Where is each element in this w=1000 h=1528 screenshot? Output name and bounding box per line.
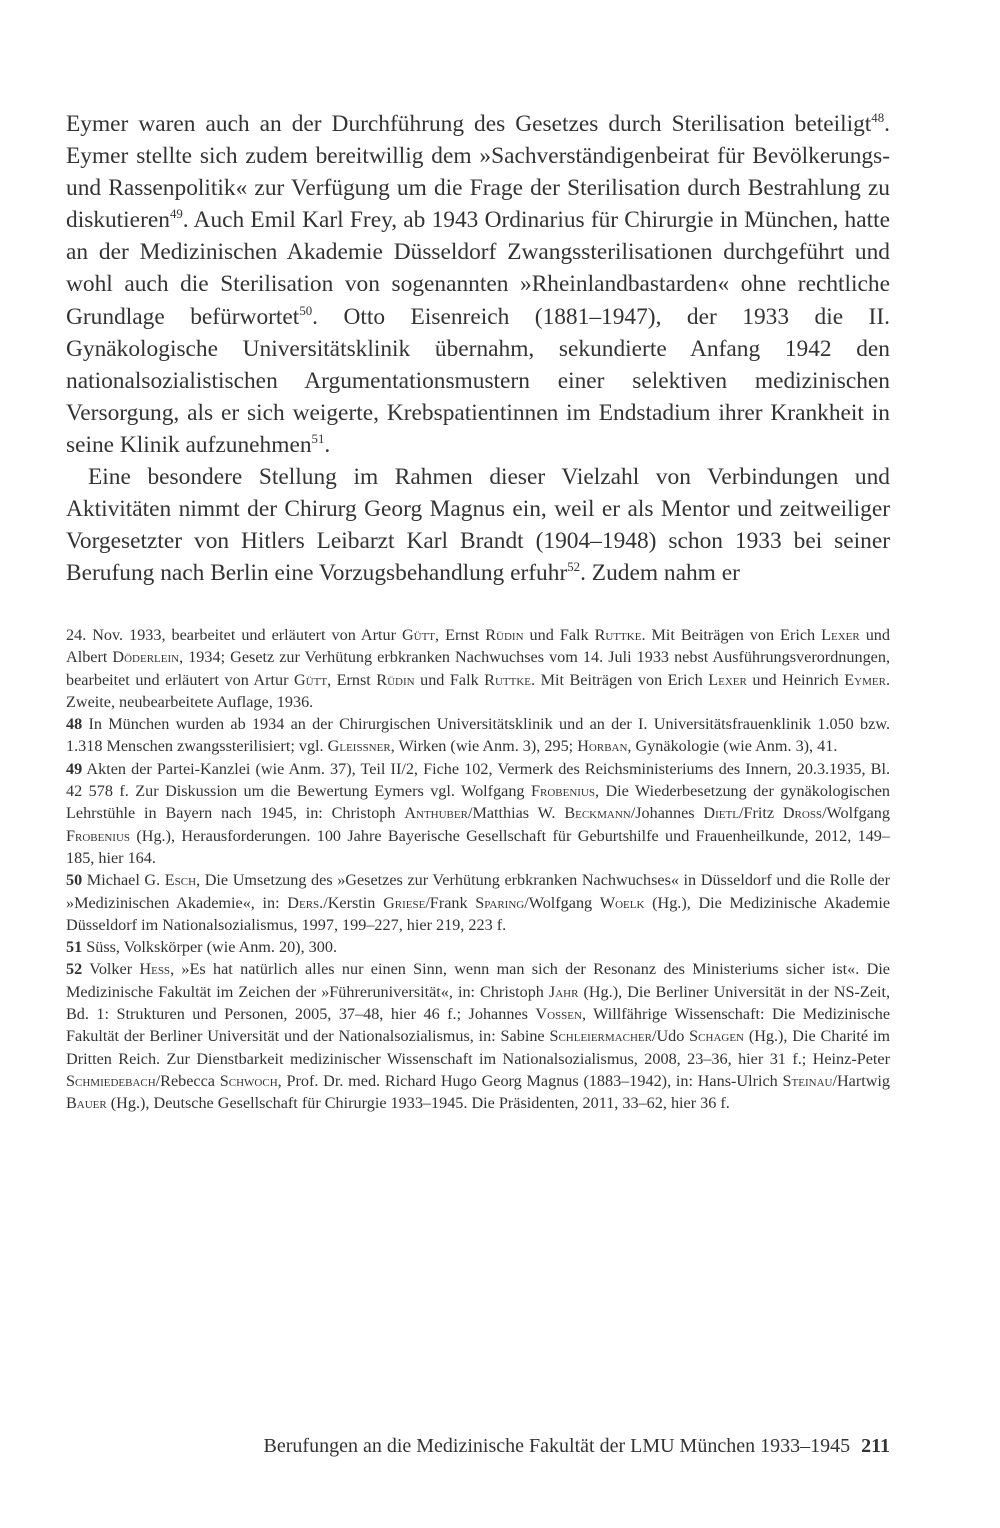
footnote-50 — [66, 869, 890, 936]
text-run: . Mit Beiträgen von Erich — [641, 626, 822, 644]
author-name: Bauer — [66, 1094, 107, 1113]
text-run: , Ernst — [435, 626, 486, 644]
running-footer — [264, 1433, 890, 1459]
footnote-number: 49 — [66, 759, 83, 778]
text-run: , 1934; Gesetz zur Verhütung erbkranken Nachwuchses vom 14. Juli 1933 nebst Ausführungsverordnungen, bearbeitet und erläutert von Artur — [66, 648, 890, 689]
footnote-reference: 49 — [169, 207, 183, 222]
text-run: 24. Nov. 1933, bearbeitet und erläutert von Artur — [66, 626, 402, 644]
author-name: Gütt — [401, 626, 436, 644]
text-run: , Wirken (wie Anm. 3), 295; — [390, 737, 578, 756]
text-run: /Udo — [651, 1027, 690, 1046]
author-name: Döderlein — [112, 648, 180, 667]
text-run: , Willfährige Wissenschaft: Die Medizinische Fakultät der Berliner Universität und der Nationalsozialismus, in: Sabine — [66, 1005, 891, 1046]
author-name: Eymer — [844, 670, 886, 689]
text-run: /Hartwig — [832, 1071, 891, 1090]
author-name: Anthuber — [404, 804, 468, 823]
author-name: Gleissner — [327, 737, 391, 756]
body-text — [66, 108, 890, 589]
author-name: Schagen — [689, 1027, 744, 1046]
author-name: Steinau — [782, 1071, 833, 1090]
author-name: Ruttke — [484, 670, 532, 689]
body-paragraph-1 — [66, 108, 890, 461]
text-run: Michael G. — [86, 871, 165, 890]
footnote-reference: 48 — [871, 111, 885, 126]
text-run: (Hg.), Herausforderungen. 100 Jahre Bayerische Gesellschaft für Geburtshilfe und Frauenheilkunde, 2012, 149–185, hier 164. — [66, 826, 890, 867]
text-run: , Prof. Dr. med. Richard Hugo Georg Magnus (1883–1942), in: Hans-Ulrich — [277, 1071, 783, 1090]
text-run: und Falk — [414, 670, 485, 689]
text-run: . Zudem nahm er — [580, 560, 740, 587]
text-run: /Wolfgang — [822, 804, 890, 823]
author-name: Ders. — [287, 893, 324, 912]
text-run: /Kerstin — [323, 893, 384, 912]
text-run: Eymer waren auch an der Durchführung des Gesetzes durch Sterilisation beteiligt — [66, 111, 872, 137]
footnote-number: 48 — [66, 715, 83, 734]
author-name: Sparing — [475, 893, 525, 912]
text-run: , Die Wiederbesetzung der gynäkologischen Lehrstühle in Bayern nach 1945, in: Christoph — [66, 782, 890, 823]
author-name: Lexer — [821, 626, 860, 644]
text-run: /Matthias W. — [467, 804, 565, 823]
page-number: 211 — [861, 1435, 890, 1457]
author-name: Griese — [383, 893, 426, 912]
text-run: Süss, Volkskörper (wie Anm. 20), 300. — [86, 938, 337, 957]
text-run: /Johannes — [630, 804, 704, 823]
text-run: (Hg.), Die Medizinische Akademie Düsseldorf im Nationalsozialismus, 1997, 199–227, hier 219, 223 f. — [66, 893, 891, 934]
text-run: (Hg.), Die Berliner Universität in der NS-Zeit, Bd. 1: Strukturen und Personen, 2005, 37–48, hier 46 f.; Johannes — [66, 982, 891, 1024]
author-name: Schmiedebach — [66, 1071, 156, 1090]
author-name: Woelk — [599, 893, 645, 912]
text-run: und Falk — [523, 626, 595, 644]
author-name: Frobenius — [530, 782, 595, 801]
footnote-52 — [66, 958, 890, 1114]
author-name: Ruttke — [594, 626, 642, 644]
text-run: . — [324, 431, 331, 458]
footnote-number: 51 — [66, 938, 83, 957]
footnote-number: 50 — [66, 871, 83, 890]
text-run: (Hg.), Die Charité im Dritten Reich. Zur Dienstbarkeit medizinischer Wissenschaft im Nationalsozialismus, 2008, 23–36, hier 31 f.; Heinz-Peter — [66, 1027, 891, 1068]
footnote-reference: 51 — [311, 432, 325, 447]
running-title: Berufungen an die Medizinische Fakultät der LMU München 1933–1945 — [263, 1435, 851, 1457]
footnote-reference: 52 — [567, 560, 581, 575]
author-name: Dross — [782, 804, 823, 823]
footnote-48 — [66, 713, 890, 758]
text-run: Eine besondere Stellung im Rahmen dieser Vielzahl von Verbindungen und Aktivitäten nimmt der Chirurg Georg Magnus ein, weil er als Mentor und zeitweiliger Vorgesetzter von Hitlers Leibarzt Karl Brandt (1904–1948) schon 1933 bei seiner Berufung nach Berlin eine Vorzugsbehandlung erfuhr — [66, 464, 890, 587]
text-run: . Zweite, neubearbeitete Auflage, 1936. — [66, 670, 890, 711]
book-page — [66, 108, 890, 1508]
text-run: , »Es hat natürlich alles nur einen Sinn, wenn man sich der Resonanz des Ministeriums sicher ist«. Die Medizinische Fakultät im Zeichen der »Führeruniversität«, in: Christoph — [66, 960, 890, 1001]
footnotes — [66, 624, 890, 1115]
footnote-number: 52 — [66, 960, 83, 979]
text-run: Akten der Partei-Kanzlei (wie Anm. 37), Teil II/2, Fiche 102, Vermerk des Reichsministeriums des Innern, 20.3.1935, Bl. 42 578 f. Zur Diskussion um die Bewertung Eymers vgl. Wolfgang — [66, 759, 890, 801]
footnote-reference: 50 — [299, 303, 313, 318]
footnote-51 — [66, 936, 890, 958]
text-run: und Heinrich — [746, 670, 845, 689]
author-name: Lexer — [708, 670, 747, 689]
footnote-continued — [66, 624, 890, 713]
text-run: . Mit Beiträgen von Erich — [531, 670, 709, 689]
text-run: (Hg.), Deutsche Gesellschaft für Chirurgie 1933–1945. Die Präsidenten, 2011, 33–62, hier 36 f. — [106, 1094, 730, 1113]
text-run: . Auch Emil Karl Frey, ab 1943 Ordinarius für Chirurgie in München, hatte an der Medizinischen Akademie Düsseldorf Zwangssterilisationen durchgeführt und wohl auch die Sterilisation von sogenannten »Rheinlandbastarden« ohne rechtliche Grundlage befürwortet — [66, 207, 890, 330]
text-run: /Wolfgang — [524, 893, 600, 912]
author-name: Dietl — [703, 804, 739, 823]
text-run: . Otto Eisenreich (1881–1947), der 1933 die II. Gynäkologische Universitätsklinik übernahm, sekundierte Anfang 1942 den nationalsozialistischen Argumentationsmustern einer selektiven medizinischen Versorgung, als er sich weigerte, Krebspatientinnen im Endstadium ihrer Krankheit in seine Klinik aufzunehmen — [66, 303, 890, 458]
text-run: , Die Umsetzung des »Gesetzes zur Verhütung erbkranken Nachwuchses« in Düsseldorf und die Rolle der »Medizinischen Akademie«, in: — [66, 871, 890, 912]
text-run: /Frank — [425, 893, 476, 912]
author-name: Rüdin — [485, 626, 524, 644]
author-name: Vossen — [535, 1005, 582, 1024]
text-run: /Rebecca — [155, 1071, 220, 1090]
author-name: Horban — [577, 737, 628, 756]
body-paragraph-2 — [66, 461, 890, 589]
text-run: und Albert — [66, 626, 890, 667]
author-name: Schleiermacher — [549, 1027, 652, 1046]
text-run: , Ernst — [327, 670, 377, 689]
text-run: , Gynäkologie (wie Anm. 3), 41. — [627, 737, 838, 756]
author-name: Gütt — [293, 670, 328, 689]
text-run: . Eymer stellte sich zudem bereitwillig dem »Sachverständigenbeirat für Bevölkerungs- und Rassenpolitik« zur Verfügung um die Frage der Sterilisation durch Bestrahlung zu diskutieren — [66, 111, 890, 234]
author-name: Frobenius — [66, 826, 131, 845]
author-name: Jahr — [548, 982, 579, 1001]
text-run: Volker — [89, 960, 140, 979]
author-name: Beckmann — [564, 804, 631, 823]
author-name: Schwoch — [219, 1071, 278, 1090]
text-run: In München wurden ab 1934 an der Chirurgischen Universitätsklinik und an der I. Universitätsfrauenklinik 1.050 bzw. 1.318 Menschen zwangssterilisiert; vgl. — [66, 715, 891, 756]
author-name: Rüdin — [376, 670, 415, 689]
author-name: Esch — [164, 871, 197, 890]
footnote-49 — [66, 758, 890, 869]
author-name: Hess — [139, 960, 171, 979]
text-run: /Fritz — [738, 804, 783, 823]
